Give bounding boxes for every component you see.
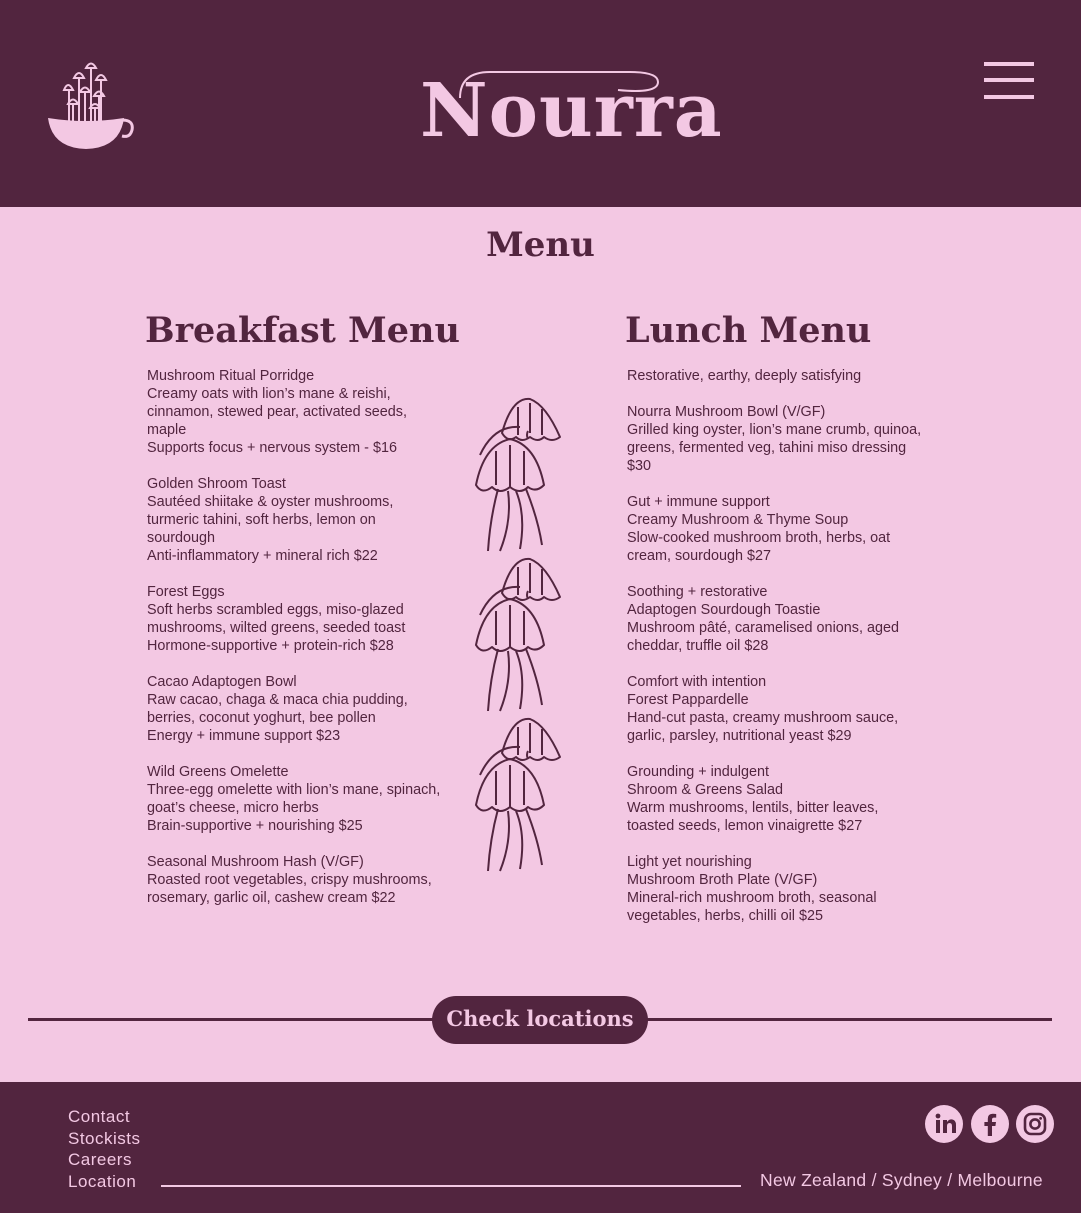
hamburger-icon[interactable] [978, 58, 1040, 106]
lunch-item-title: Comfort with intention [627, 674, 767, 690]
breakfast-item-description: Supports focus + nervous system - $16 [147, 440, 397, 456]
breakfast-item-description: mushrooms, wilted greens, seeded toast [147, 620, 406, 636]
footer-nav [68, 1106, 141, 1192]
lunch-item-description: Creamy Mushroom & Thyme Soup [627, 512, 849, 528]
check-locations-button[interactable]: Check locations [432, 996, 648, 1044]
breakfast-item-description: Three-egg omelette with lion’s mane, spinach, [147, 782, 441, 798]
breakfast-item-title: Wild Greens Omelette [147, 764, 289, 780]
lunch-item-title: Grounding + indulgent [627, 764, 770, 780]
lunch-item-description: Grilled king oyster, lion’s mane crumb, quinoa, [627, 422, 922, 438]
lunch-menu-item [627, 763, 945, 835]
breakfast-item-description: Energy + immune support $23 [147, 728, 341, 744]
breakfast-item-description: Brain-supportive + nourishing $25 [147, 818, 363, 834]
mushroom-illustration [468, 395, 568, 880]
lunch-item-description: Forest Pappardelle [627, 692, 749, 708]
breakfast-item-description: Creamy oats with lion’s mane & reishi, [147, 386, 391, 402]
lunch-item-title: Light yet nourishing [627, 854, 752, 870]
brand-name: Nourra [420, 68, 723, 154]
lunch-menu-item [627, 853, 945, 925]
lunch-item-description: cream, sourdough $27 [627, 548, 771, 564]
lunch-item-description: Shroom & Greens Salad [627, 782, 783, 798]
facebook-icon[interactable] [971, 1105, 1009, 1143]
footer-link-careers[interactable]: Careers [68, 1150, 132, 1169]
breakfast-items [145, 367, 465, 907]
breakfast-item-title: Cacao Adaptogen Bowl [147, 674, 297, 690]
footer-link-stockists[interactable]: Stockists [68, 1128, 141, 1148]
lunch-intro: Restorative, earthy, deeply satisfying [627, 368, 862, 384]
breakfast-item-description: Sautéed shiitake & oyster mushrooms, [147, 494, 394, 510]
lunch-menu-item [627, 403, 945, 475]
breakfast-item-description: Soft herbs scrambled eggs, miso-glazed [147, 602, 404, 618]
breakfast-menu-item [147, 583, 465, 655]
breakfast-item-title: Seasonal Mushroom Hash (V/GF) [147, 854, 364, 870]
site-footer [0, 1082, 1081, 1213]
breakfast-item-title: Forest Eggs [147, 584, 225, 600]
breakfast-menu-item [147, 673, 465, 745]
breakfast-item-description: turmeric tahini, soft herbs, lemon on [147, 512, 376, 528]
footer-link-location[interactable]: Location [68, 1171, 137, 1191]
lunch-heading: Lunch Menu [625, 310, 872, 351]
mushroom-bowl-icon[interactable] [44, 60, 134, 155]
lunch-item-description: Mushroom Broth Plate (V/GF) [627, 872, 818, 888]
footer-divider [161, 1185, 741, 1187]
breakfast-menu-item [147, 475, 465, 565]
brand-logo[interactable] [410, 60, 723, 155]
breakfast-item-description: goat’s cheese, micro herbs [147, 800, 319, 816]
lunch-item-title: Gut + immune support [627, 494, 770, 510]
breakfast-item-description: sourdough [147, 530, 216, 546]
lunch-item-description: Mushroom pâté, caramelised onions, aged [627, 620, 899, 636]
lunch-item-description: Adaptogen Sourdough Toastie [627, 602, 821, 618]
lunch-item-description: Slow-cooked mushroom broth, herbs, oat [627, 530, 891, 546]
breakfast-menu-item [147, 763, 465, 835]
lunch-menu-item [627, 583, 945, 655]
lunch-item-title: Nourra Mushroom Bowl (V/GF) [627, 404, 826, 420]
linkedin-icon[interactable] [925, 1105, 963, 1143]
breakfast-item-title: Golden Shroom Toast [147, 476, 286, 492]
breakfast-heading: Breakfast Menu [145, 310, 460, 351]
breakfast-item-description: berries, coconut yoghurt, bee pollen [147, 710, 376, 726]
page-title: Menu [486, 225, 595, 265]
lunch-item-description: Warm mushrooms, lentils, bitter leaves, [627, 800, 879, 816]
breakfast-item-description: Raw cacao, chaga & maca chia pudding, [147, 692, 408, 708]
footer-link-contact[interactable]: Contact [68, 1107, 131, 1126]
breakfast-item-description: Anti-inflammatory + mineral rich $22 [147, 548, 378, 564]
lunch-items [625, 403, 945, 925]
lunch-item-description: $30 [627, 458, 652, 474]
breakfast-menu-item [147, 367, 465, 457]
breakfast-menu-item [147, 853, 465, 907]
lunch-item-description: greens, fermented veg, tahini miso dressing [627, 440, 907, 456]
lunch-item-description: cheddar, truffle oil $28 [627, 638, 769, 654]
lunch-item-description: Mineral-rich mushroom broth, seasonal [627, 890, 877, 906]
lunch-item-description: vegetables, herbs, chilli oil $25 [627, 908, 823, 924]
lunch-menu-item [627, 673, 945, 745]
lunch-item-description: garlic, parsley, nutritional yeast $29 [627, 728, 852, 744]
lunch-item-title: Soothing + restorative [627, 584, 768, 600]
site-header [0, 0, 1081, 207]
lunch-menu [625, 310, 945, 943]
locations-text: New Zealand / Sydney / Melbourne [760, 1170, 1043, 1190]
instagram-icon[interactable] [1016, 1105, 1054, 1143]
breakfast-item-description: maple [147, 422, 187, 438]
breakfast-item-description: rosemary, garlic oil, cashew cream $22 [147, 890, 396, 906]
breakfast-item-description: cinnamon, stewed pear, activated seeds, [147, 404, 407, 420]
breakfast-item-description: Roasted root vegetables, crispy mushrooms, [147, 872, 432, 888]
lunch-menu-item [627, 493, 945, 565]
breakfast-item-description: Hormone-supportive + protein-rich $28 [147, 638, 394, 654]
lunch-item-description: Hand-cut pasta, creamy mushroom sauce, [627, 710, 899, 726]
breakfast-item-title: Mushroom Ritual Porridge [147, 368, 315, 384]
breakfast-menu [145, 310, 465, 925]
lunch-item-description: toasted seeds, lemon vinaigrette $27 [627, 818, 863, 834]
